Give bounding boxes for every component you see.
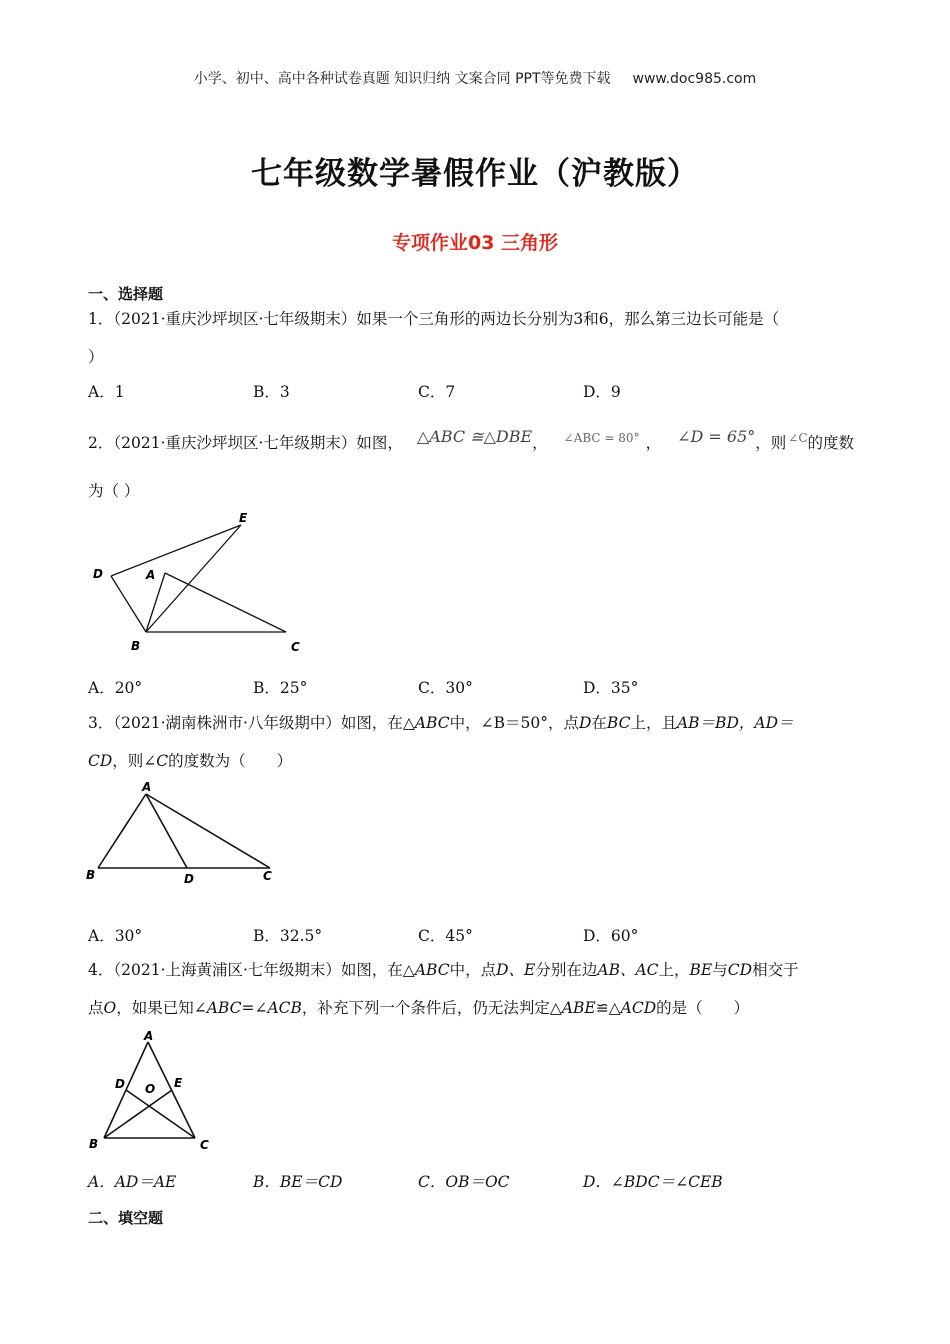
q2-option-c[interactable]: C．30°	[418, 679, 473, 697]
q4-figure	[82, 1028, 222, 1156]
q4-option-a[interactable]: A．AD＝AE	[88, 1173, 177, 1191]
question-4	[88, 951, 878, 1027]
q4-text-c: 分别在边	[535, 961, 598, 979]
q1-text: （2021·重庆沙坪坝区·七年级期末）如果一个三角形的两边长分别为3和6，那么第三边长可能是（	[113, 310, 780, 328]
q3-text-d: 上，且	[630, 714, 677, 732]
q4-option-c[interactable]: C．OB＝OC	[418, 1173, 510, 1191]
q4-de: D、E	[496, 961, 536, 979]
q3-line-ad	[146, 794, 187, 868]
q3-label-b: B	[86, 868, 96, 882]
header-url[interactable]: www.doc985.com	[632, 71, 757, 87]
question-2	[88, 418, 868, 462]
q4-abc: ABC	[414, 961, 450, 979]
q3-segment-bc: BC	[606, 714, 631, 732]
q4-acd: ACD	[620, 999, 657, 1017]
q2-option-b[interactable]: B．25°	[253, 679, 308, 697]
q1-option-d[interactable]: D．9	[583, 383, 621, 401]
q3-option-a[interactable]: A．30°	[88, 927, 143, 945]
q4-text-f: 相交于	[752, 961, 799, 979]
q2-then: ，则	[755, 434, 787, 452]
q3-equations: AB＝BD，AD＝	[676, 714, 794, 732]
q2-line-ac	[165, 573, 286, 632]
q4-text-a: （2021·上海黄浦区·七年级期末）如图，在△	[113, 961, 415, 979]
q4-label-e: E	[174, 1076, 183, 1090]
q3-text-a: （2021·湖南株洲市·八年级期中）如图，在	[113, 714, 403, 732]
q1-option-c[interactable]: C．7	[418, 383, 456, 401]
section-fill: 二、填空题	[88, 1209, 164, 1227]
q2-math-angle-c: ∠C	[788, 431, 808, 445]
q4-option-d[interactable]: D．∠BDC＝∠CEB	[583, 1173, 723, 1191]
q2-option-a[interactable]: A．20°	[88, 679, 143, 697]
q2-option-d[interactable]: D．35°	[583, 679, 639, 697]
q2-tail: 的度数	[807, 434, 855, 452]
q2-label-a: A	[146, 568, 156, 582]
q4-text-b: 中，点	[449, 961, 497, 979]
q3-text-c: 在	[591, 714, 607, 732]
q2-label-c: C	[291, 640, 300, 654]
q4-o: O	[103, 999, 117, 1017]
q2-math-angle-abc: ∠ABC = 80°	[563, 431, 640, 445]
q4-number: 4．	[88, 961, 114, 979]
q4-abc2: ABC	[206, 999, 242, 1017]
q3-label-c: C	[263, 869, 272, 883]
q3-text-b: 中，∠B＝50°，点	[449, 714, 579, 732]
q1-option-b[interactable]: B．3	[253, 383, 290, 401]
q4-line2-d: 的是（ ）	[656, 999, 750, 1017]
q2-line-db	[111, 576, 146, 632]
q4-cong: ≌△	[595, 999, 621, 1017]
q4-line2-b: ，如果已知∠	[116, 999, 207, 1017]
page-subtitle: 专项作业03 三角形	[391, 232, 559, 254]
q4-text-e: 与	[712, 961, 728, 979]
question-3	[88, 704, 863, 780]
q3-angle-c: C	[156, 752, 169, 770]
q2-line-2: 为（ ）	[88, 482, 140, 500]
q3-option-d[interactable]: D．60°	[583, 927, 639, 945]
q4-cd: CD	[727, 961, 753, 979]
q3-number: 3．	[88, 714, 114, 732]
q1-option-a[interactable]: A．1	[88, 383, 125, 401]
q4-ab-ac: AB、AC	[597, 961, 659, 979]
page-title: 七年级数学暑假作业（沪教版）	[251, 156, 699, 192]
q4-label-o: O	[145, 1082, 156, 1096]
question-1	[88, 300, 863, 376]
q4-be: BE	[689, 961, 713, 979]
q2-figure	[85, 505, 315, 660]
q2-label-b: B	[131, 639, 141, 653]
q4-label-a: A	[144, 1029, 154, 1043]
q1-text-end: ）	[88, 348, 104, 366]
q3-label-a: A	[142, 780, 152, 794]
q3-cd: CD	[88, 752, 113, 770]
q3-label-d: D	[184, 872, 194, 886]
q2-line-de	[111, 525, 241, 576]
q3-line-ab	[98, 794, 146, 868]
q2-math-congruence: △ABC ≅△DBE	[416, 427, 533, 446]
q4-label-c: C	[200, 1138, 209, 1152]
q1-number: 1．	[88, 310, 114, 328]
q3-triangle: △ABC	[402, 714, 450, 732]
q3-text-e: ，则∠	[112, 752, 157, 770]
q2-math-angle-d: ∠D = 65°	[677, 427, 756, 446]
q3-option-b[interactable]: B．32.5°	[253, 927, 323, 945]
q4-eq: =∠	[241, 999, 268, 1017]
q4-line2-c: ，补充下列一个条件后，仍无法判定△	[301, 999, 562, 1017]
q4-label-b: B	[89, 1137, 99, 1151]
q2-comma-1: ，	[532, 434, 548, 452]
q4-text-d: 上，	[658, 961, 690, 979]
q2-line-be	[146, 525, 241, 632]
q4-line2-a: 点	[88, 999, 104, 1017]
q4-option-b[interactable]: B．BE＝CD	[253, 1173, 343, 1191]
section-choice: 一、选择题	[88, 285, 164, 303]
q3-point-d: D	[578, 714, 592, 732]
q2-number: 2．	[88, 434, 114, 452]
header-text: 小学、初中、高中各种试卷真题 知识归纳 文案合同 PPT等免费下载	[193, 71, 611, 87]
q3-option-c[interactable]: C．45°	[418, 927, 473, 945]
q4-label-d: D	[115, 1077, 125, 1091]
q4-abe: ABE	[561, 999, 596, 1017]
page-header	[0, 68, 950, 88]
q2-comma-2: ，	[645, 434, 662, 452]
q2-label-e: E	[239, 511, 248, 525]
q4-acb: ACB	[267, 999, 302, 1017]
q2-source: （2021·重庆沙坪坝区·七年级期末）如图，	[113, 434, 403, 452]
q2-label-d: D	[93, 567, 103, 581]
q3-figure	[80, 778, 290, 888]
q3-text-f: 的度数为（ ）	[168, 752, 293, 770]
q3-line-ac	[146, 794, 270, 868]
